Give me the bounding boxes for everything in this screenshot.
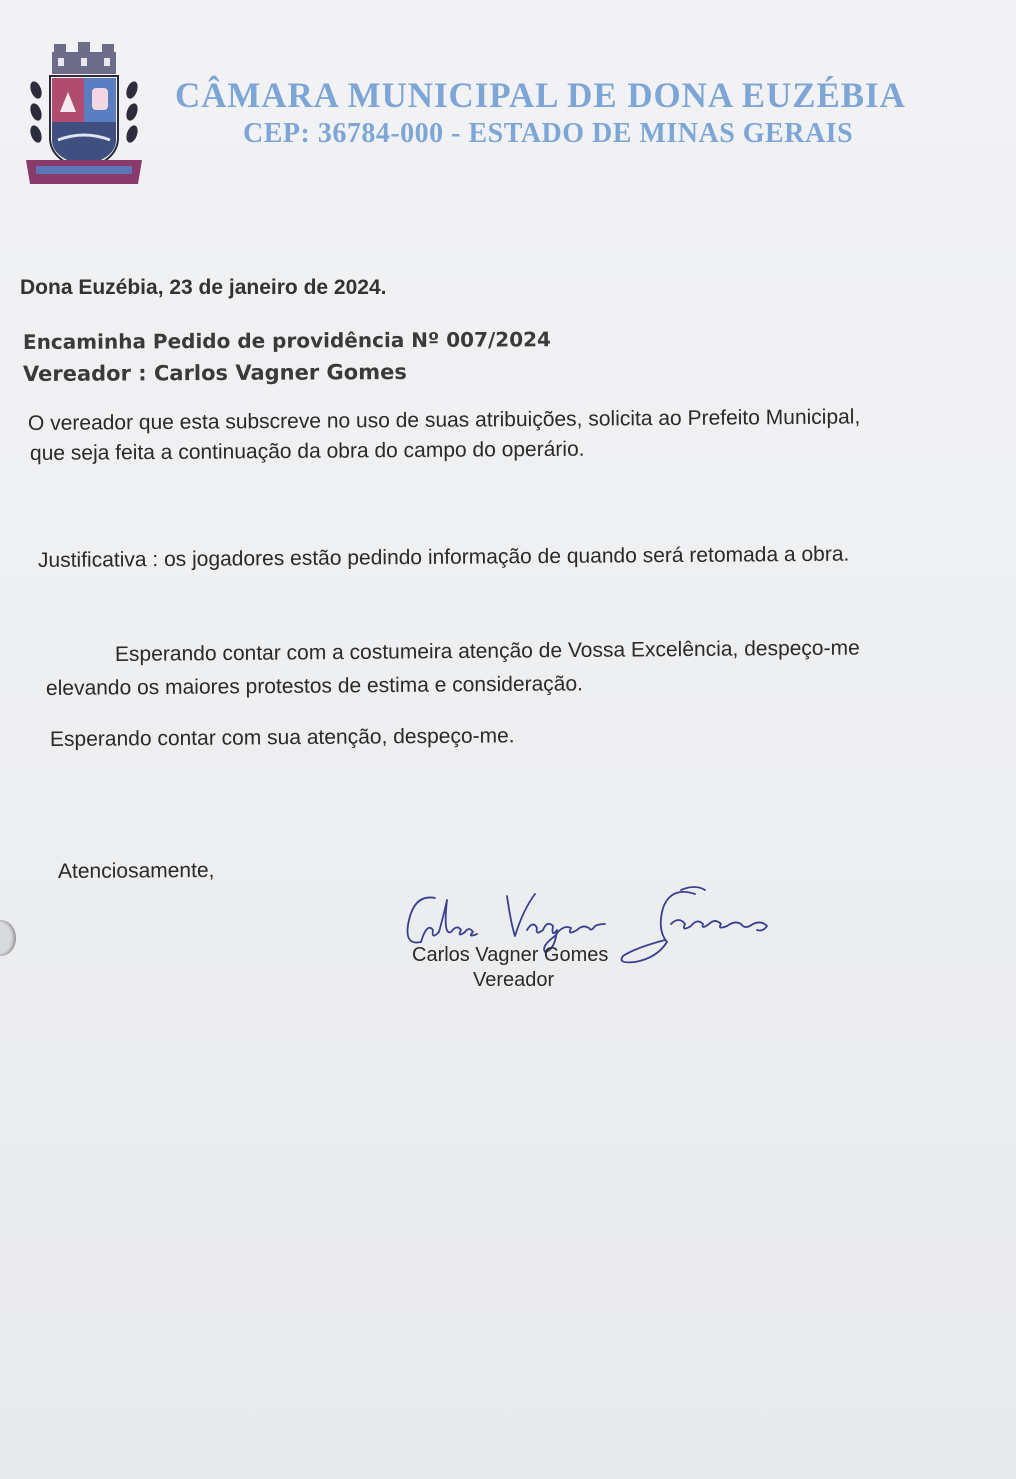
municipal-crest-icon bbox=[22, 42, 146, 188]
letter-date: Dona Euzébia, 23 de janeiro de 2024. bbox=[20, 276, 387, 299]
closing-short-line: Esperando contar com sua atenção, despeço-me. bbox=[49, 724, 515, 751]
request-paragraph-line-1: O vereador que esta subscreve no uso de suas atribuições, solicita ao Prefeito Municipal, bbox=[27, 405, 861, 435]
closing-paragraph-line-2: elevando os maiores protestos de estima e consideração. bbox=[45, 672, 584, 700]
signer-role: Vereador bbox=[473, 969, 555, 991]
salutation: Atenciosamente, bbox=[57, 858, 215, 883]
letter-author: Vereador : Carlos Vagner Gomes bbox=[22, 359, 407, 386]
request-paragraph-line-2: que seja feita a continuação da obra do campo do operário. bbox=[29, 437, 585, 465]
justification-paragraph: Justificativa : os jogadores estão pedindo informação de quando será retomada a obra. bbox=[37, 542, 850, 572]
signer-name: Carlos Vagner Gomes bbox=[412, 944, 609, 966]
closing-paragraph-line-1: Esperando contar com a costumeira atenção de Vossa Excelência, despeço-me bbox=[114, 636, 860, 666]
punch-hole bbox=[0, 920, 16, 956]
letter-subject: Encaminha Pedido de providência Nº 007/2024 bbox=[22, 327, 552, 354]
letterhead-title: CÂMARA MUNICIPAL DE DONA EUZÉBIA bbox=[175, 75, 906, 115]
letterhead-subtitle: CEP: 36784-000 - ESTADO DE MINAS GERAIS bbox=[243, 118, 854, 149]
